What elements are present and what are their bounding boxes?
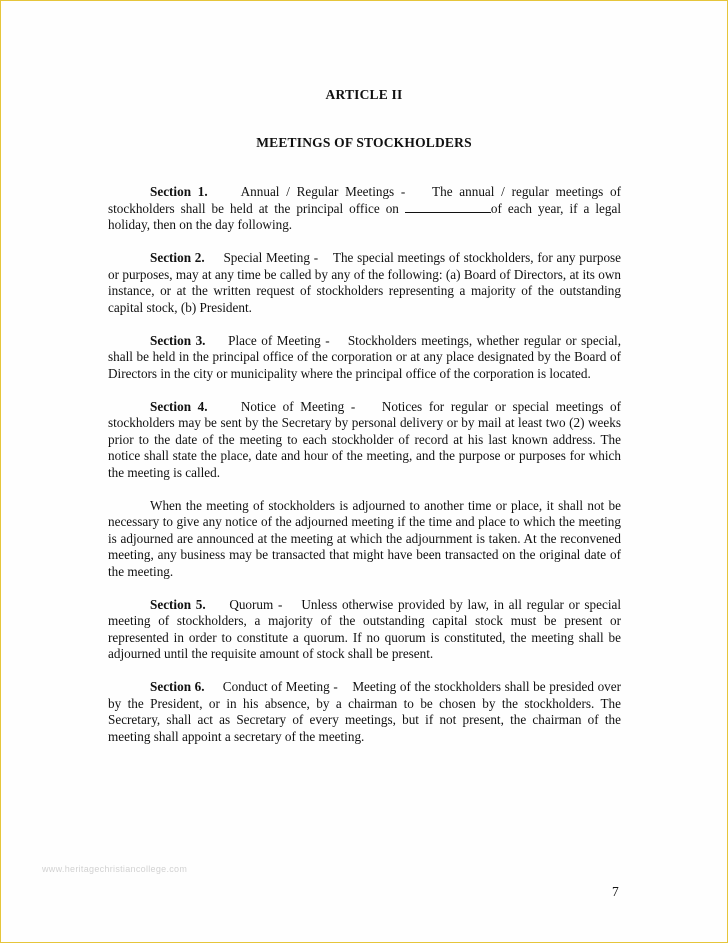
document-body (108, 184, 621, 762)
section-2-label: Section 2. (150, 250, 205, 265)
page-number: 7 (612, 884, 619, 899)
section-1-label: Section 1. (150, 184, 208, 199)
section-6-text: Meeting of the stockholders shall be presided over by the President, or in his absence, by a chairman to be chosen by the stockholders. The Secretary, shall act as Secretary of every meetings, but if not present, the chairman of the meeting shall appoint a secretary of the meeting. (108, 679, 622, 744)
section-4-label: Section 4. (150, 398, 208, 414)
section-2-text: The special meetings of stockholders, for any purpose or purposes, may at any time be called by any of the following: (a) Board of Directors, at its own instance, or at the written request of stockholders representing a majority of the outstanding capital stock, (b) President. (108, 250, 622, 315)
section-3-title: Place of Meeting - (228, 332, 330, 348)
section-4-paragraph (108, 399, 621, 482)
section-6-paragraph (108, 679, 621, 745)
section-5-label: Section 5. (150, 596, 206, 612)
adjournment-paragraph: When the meeting of stockholders is adjourned to another time or place, it shall not be necessary to give any notice of the adjourned meeting if the time and place to which the meeting is adjourned are announced at the meeting at which the adjournment is taken. At the reconvened meeting, any business may be transacted that might have been transacted on the original date of the meeting. (108, 497, 621, 579)
section-5-paragraph (108, 597, 621, 663)
section-3-label: Section 3. (150, 332, 206, 348)
section-1-text-a: The annual / regular meetings of stockholders shall be held at the principal office on (108, 184, 622, 216)
date-blank-line (405, 201, 491, 213)
section-2-paragraph (108, 250, 621, 316)
watermark-text: www.heritagechristiancollege.com (42, 864, 188, 874)
section-3-text: Stockholders meetings, whether regular or special, shall be held in the principal office of the corporation or at any place designated by the Board of Directors in the city or municipality where the principal office of the corporation is located. (108, 332, 622, 381)
section-6-label: Section 6. (150, 679, 205, 694)
section-4-title: Notice of Meeting - (240, 398, 356, 414)
section-5-title: Quorum - (229, 596, 283, 612)
section-1-text-b: of each year, if a legal holiday, then on the day following. (108, 200, 622, 232)
article-heading: ARTICLE II (325, 87, 403, 102)
section-2-title: Special Meeting - (223, 250, 319, 265)
section-1-title: Annual / Regular Meetings - (240, 184, 406, 199)
article-subtitle: MEETINGS OF STOCKHOLDERS (256, 135, 472, 150)
section-4-text: Notices for regular or special meetings of stockholders may be sent by the Secretary by personal delivery or by mail at least two (2) weeks prior to the date of the meeting to each stockholder of record at his last known address. The notice shall state the place, date and hour of the meeting, and the purpose or purposes for which the meeting is called. (108, 398, 622, 480)
section-3-paragraph (108, 333, 621, 383)
section-1-paragraph (108, 184, 621, 234)
section-5-text: Unless otherwise provided by law, in all regular or special meeting of stockholders, a majority of the outstanding capital stock must be present or represented in order to constitute a quorum. If no quorum is constituted, the meeting shall be adjourned until the requisite amount of stock shall be present. (108, 596, 622, 661)
section-6-title: Conduct of Meeting - (222, 679, 338, 694)
